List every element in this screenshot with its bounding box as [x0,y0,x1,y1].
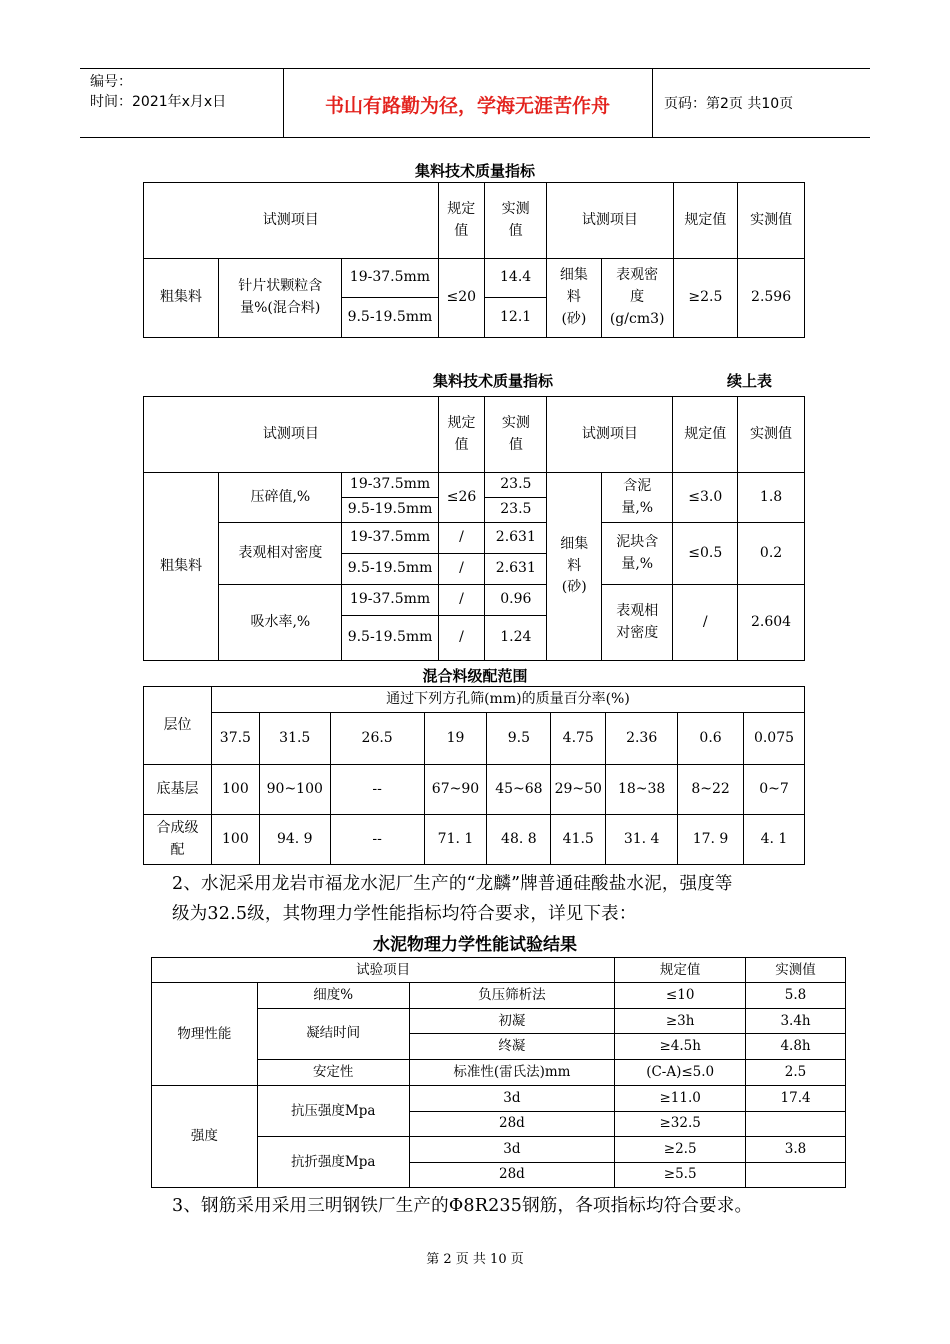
clay-spec: ≤0.5 [673,523,738,585]
gradation-value: 94. 9 [259,815,330,865]
paragraph-rebar: 3、钢筋采用采用三明钢铁厂生产的Φ8R235钢筋，各项指标均符合要求。 [172,1196,753,1216]
physical-properties: 物理性能 [152,983,258,1086]
sieve-size: 26.5 [330,713,424,765]
final-value: 4.8h [746,1034,846,1059]
fine-density-spec: / [673,585,738,661]
gradation-value: 90~100 [259,765,330,815]
time-label: 时间：2021年x月x日 [90,94,227,110]
flaky-value-2: 12.1 [485,298,547,338]
gradation-value: 0~7 [743,765,804,815]
comp-28d-spec: ≥32.5 [615,1111,746,1136]
aggregate-quality-table-continued [143,396,805,661]
density-value: 2.596 [738,259,805,338]
final-setting: 终凝 [409,1034,615,1059]
flexural-strength: 抗折强度Mpa [257,1137,409,1188]
gradation-value: 18~38 [606,765,678,815]
standard-method: 标准性(雷氏法)mm [409,1059,615,1085]
aggregate-quality-table [143,182,805,338]
comp-28d-value [746,1111,846,1136]
ab-spec-1: / [438,585,485,616]
header-item-2: 试测项目 [547,397,673,473]
rd-spec-2: / [438,554,485,585]
gradation-value: 4. 1 [743,815,804,865]
header-measured: 实测值 [746,958,846,983]
soundness-value: 2.5 [746,1059,846,1085]
subbase-row [144,765,805,815]
ab-value-1: 0.96 [485,585,547,616]
header-spec: 规定值 [615,958,746,983]
sieve-caption: 通过下列方孔筛(mm)的质量百分率(%) [211,687,804,713]
relative-density: 表观相对密度 [219,523,342,585]
initial-setting: 初凝 [409,1008,615,1033]
header-item: 试验项目 [152,958,615,983]
gradation-table [143,686,805,865]
header-measured: 实测值 [485,183,547,259]
clay-lump-content: 泥块含量,% [602,523,673,585]
fine-aggregate: 细集料(砂) [547,473,602,661]
gradation-value: 71. 1 [424,815,487,865]
clay-value: 0.2 [738,523,805,585]
water-absorption: 吸水率,% [219,585,342,661]
table3-title: 混合料级配范围 [422,667,528,685]
sieve-size: 0.6 [678,713,744,765]
crush-value-1: 23.5 [485,473,547,498]
fine-aggregate: 细集料(砂) [547,259,602,338]
gradation-value: 45~68 [487,765,551,815]
page-header [80,68,870,138]
sieve-size: 31.5 [259,713,330,765]
gradation-value: 8~22 [678,765,744,815]
range-19-37: 19-37.5mm [342,473,438,498]
page-label: 页码：第2页 共10页 [664,96,794,112]
sieve-size: 37.5 [211,713,259,765]
sieve-row [144,713,805,765]
crush-value: 压碎值,% [219,473,342,523]
age-3d: 3d [409,1086,615,1111]
sieve-size: 9.5 [487,713,551,765]
rd-value-1: 2.631 [485,523,547,554]
row-label: 底基层 [144,765,212,815]
coarse-aggregate: 粗集料 [144,473,219,661]
fineness-spec: ≤10 [615,983,746,1008]
age-28d: 28d [409,1111,615,1136]
soundness-spec: (C-A)≤5.0 [615,1059,746,1085]
compressive-strength: 抗压强度Mpa [257,1086,409,1137]
fineness: 细度% [257,983,409,1008]
age-28d: 28d [409,1162,615,1187]
flex-3d-value: 3.8 [746,1137,846,1162]
layer-header: 层位 [144,687,212,765]
fineness-value: 5.8 [746,983,846,1008]
flaky-particles: 针片状颗粒含量%(混合料) [219,259,342,338]
mud-spec: ≤3.0 [673,473,738,523]
mud-content: 含泥量,% [602,473,673,523]
table2-continued: 续上表 [727,372,773,390]
cement-test-table [151,957,846,1188]
header-center [283,69,653,137]
age-3d: 3d [409,1137,615,1162]
header-spec-2: 规定值 [673,397,738,473]
gradation-value: 29~50 [551,765,606,815]
range-19-37: 19-37.5mm [342,585,438,616]
gradation-value: 31. 4 [606,815,678,865]
range-9-19: 9.5-19.5mm [342,498,438,523]
crush-spec: ≤26 [438,473,485,523]
gradation-value: -- [330,815,424,865]
header-spec: 规定值 [438,397,485,473]
gradation-value: 41.5 [551,815,606,865]
header-measured-2: 实测值 [738,397,805,473]
gradation-value: 48. 8 [487,815,551,865]
header-measured: 实测值 [485,397,547,473]
page-footer: 第 2 页 共 10 页 [426,1252,524,1267]
header-item-2: 试测项目 [547,183,674,259]
sieve-size: 0.075 [743,713,804,765]
row-label: 合成级配 [144,815,212,865]
setting-time: 凝结时间 [257,1008,409,1059]
fine-density-value: 2.604 [738,585,805,661]
synthetic-row [144,815,805,865]
paragraph-cement-line2: 级为32.5级，其物理力学性能指标均符合要求，详见下表： [172,904,637,924]
density-spec: ≥2.5 [673,259,738,338]
header-item: 试测项目 [144,183,439,259]
flaky-value-1: 14.4 [485,259,547,298]
header-right [652,69,870,137]
coarse-aggregate: 粗集料 [144,259,219,338]
flex-28d-value [746,1162,846,1187]
rd-spec-1: / [438,523,485,554]
header-left [80,69,284,137]
range-19-37: 19-37.5mm [342,259,438,298]
soundness: 安定性 [257,1059,409,1085]
fine-relative-density: 表观相对密度 [602,585,673,661]
header-motto: 书山有路勤为径，学海无涯苦作舟 [324,95,610,117]
range-9-19: 9.5-19.5mm [342,298,438,338]
comp-3d-spec: ≥11.0 [615,1086,746,1111]
initial-spec: ≥3h [615,1008,746,1033]
sieve-method: 负压筛析法 [409,983,615,1008]
ab-spec-2: / [438,616,485,661]
sieve-size: 2.36 [606,713,678,765]
header-spec: 规定值 [438,183,485,259]
table1-title: 集料技术质量指标 [414,162,535,180]
gradation-value: -- [330,765,424,815]
range-9-19: 9.5-19.5mm [342,616,438,661]
header-item: 试测项目 [144,397,439,473]
number-label: 编号： [90,74,132,90]
range-19-37: 19-37.5mm [342,523,438,554]
flex-28d-spec: ≥5.5 [615,1162,746,1187]
comp-3d-value: 17.4 [746,1086,846,1111]
strength: 强度 [152,1086,258,1188]
rd-value-2: 2.631 [485,554,547,585]
mud-value: 1.8 [738,473,805,523]
gradation-value: 67~90 [424,765,487,815]
paragraph-cement-line1: 2、水泥采用龙岩市福龙水泥厂生产的“龙麟”牌普通硅酸盐水泥，强度等 [172,874,733,894]
flaky-spec: ≤20 [438,259,485,338]
final-spec: ≥4.5h [615,1034,746,1059]
gradation-value: 17. 9 [678,815,744,865]
sieve-size: 19 [424,713,487,765]
gradation-value: 100 [211,815,259,865]
header-spec-2: 规定值 [673,183,738,259]
range-9-19: 9.5-19.5mm [342,554,438,585]
table2-title: 集料技术质量指标 [433,372,554,390]
gradation-value: 100 [211,765,259,815]
header-measured-2: 实测值 [738,183,805,259]
apparent-density: 表观密度(g/cm3) [601,259,673,338]
table4-title: 水泥物理力学性能试验结果 [373,935,577,955]
flex-3d-spec: ≥2.5 [615,1137,746,1162]
initial-value: 3.4h [746,1008,846,1033]
crush-value-2: 23.5 [485,498,547,523]
sieve-size: 4.75 [551,713,606,765]
ab-value-2: 1.24 [485,616,547,661]
